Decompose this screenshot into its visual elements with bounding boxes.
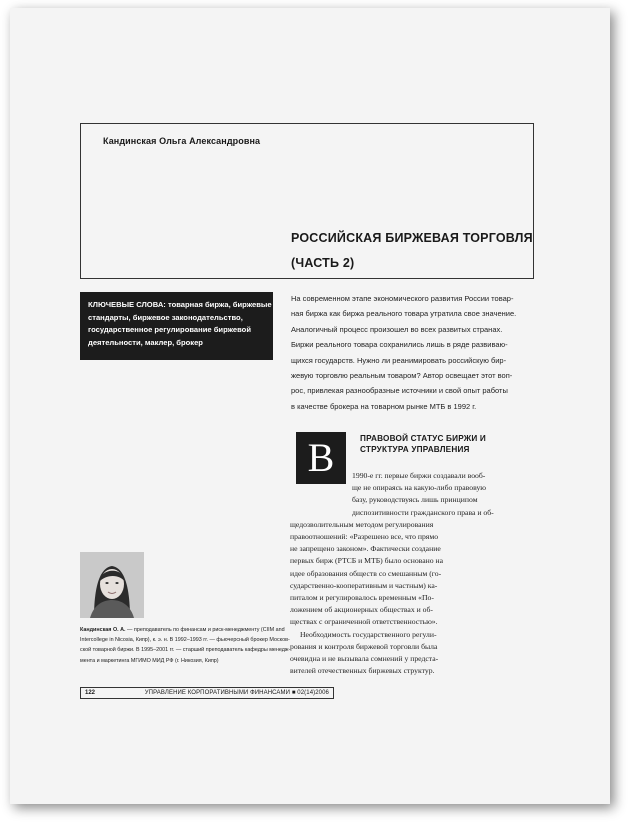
author-bio xyxy=(80,625,340,666)
bio-line: мента и маркетинга МГИМО МИД РФ (г. Никозия, Кипр) xyxy=(80,657,219,664)
bio-line: ской товарной биржи. В 1995–2001 гг. — старший преподаватель кафедры менедж- xyxy=(80,647,291,654)
keywords-line: деятельности, маклер, брокер xyxy=(88,337,203,347)
body-line: питалом и регулировалось временным «По- xyxy=(290,593,434,603)
lead-line: рос, привлекая разнообразные источники и свой опыт работы xyxy=(291,386,508,396)
section-heading-line: ПРАВОВОЙ СТАТУС БИРЖИ И xyxy=(360,434,486,443)
bio-line: Intercollege in Nicosia, Кипр), к. э. н. В 1992–1993 гг. — фьючерсный брокер Москов- xyxy=(80,637,290,644)
keywords-line: стандарты, биржевое законодательство, xyxy=(88,312,243,322)
bio-line xyxy=(80,625,340,635)
article-title xyxy=(291,226,531,276)
body-line: ложением об акционерных обществах и об- xyxy=(290,605,433,615)
lead-line: в качестве брокера на товарном рынке МТБ в 1992 г. xyxy=(291,401,477,411)
section-heading xyxy=(360,433,486,455)
page-number: 122 xyxy=(85,690,96,696)
body-line: диспозитивности гражданского права и об- xyxy=(352,507,494,517)
article-title-line: РОССИЙСКАЯ БИРЖЕВАЯ ТОРГОВЛЯ xyxy=(291,231,533,245)
body-line: первых бирж (РТСБ и МТБ) было основано на xyxy=(290,556,444,566)
body-line: ще не опираясь на какую-либо правовую xyxy=(352,483,487,493)
lead-line: Биржи реального товара сохранились лишь в ряде развиваю- xyxy=(291,340,508,350)
body-line: идее образования обществ со смешанным (го- xyxy=(290,568,442,578)
lead-paragraph xyxy=(291,291,541,414)
body-line: Необходимость государственного регули- xyxy=(300,629,437,639)
body-line: вителей отечественных биржевых структур. xyxy=(290,666,435,676)
bio-name: Кандинская О. А. xyxy=(80,627,126,633)
article-title-line: (ЧАСТЬ 2) xyxy=(291,256,355,270)
body-line: не запрещено законом». Фактически создание xyxy=(290,544,441,554)
drop-cap: В xyxy=(296,432,346,484)
body-line: сударственно-кооперативным и частным) ка- xyxy=(290,580,438,590)
keywords-line: государственное регулирование биржевой xyxy=(88,325,251,335)
lead-line: Аналогичный процесс произошел во всех развитых странах. xyxy=(291,324,503,334)
body-line: ществах с ограниченной ответственностью». xyxy=(290,617,438,627)
section-heading-line: СТРУКТУРА УПРАВЛЕНИЯ xyxy=(360,445,470,454)
author-photo xyxy=(80,552,144,618)
title-frame xyxy=(80,123,534,279)
body-line: очевидна и не вызывала сомнений у предста- xyxy=(290,654,439,664)
lead-line: жевую торговлю реальным товаром? Автор освещает этот воп- xyxy=(291,371,513,381)
bio-text: — преподаватель по финансам и риск-менеджменту (CIIM and xyxy=(125,627,285,633)
body-line: 1990-е гг. первые биржи создавали вооб- xyxy=(352,471,486,480)
keywords-box xyxy=(80,292,273,360)
keywords-line: КЛЮЧЕВЫЕ СЛОВА: товарная биржа, биржевые xyxy=(88,300,272,309)
body-line: щедозволительным методом регулирования xyxy=(290,519,434,529)
body-line: базу, руководствуясь лишь принципом xyxy=(352,495,478,505)
lead-line: ная биржа как биржа реального товара утратила свое значение. xyxy=(291,309,517,319)
page-footer xyxy=(80,687,334,699)
lead-line: На современном этапе экономического развития России товар- xyxy=(291,294,514,303)
lead-line: щихся государств. Нужно ли реанимировать российскую бир- xyxy=(291,355,507,365)
body-line: правоотношений: «Разрешено все, что прямо xyxy=(290,532,439,542)
author-portrait xyxy=(80,552,144,618)
author-name: Кандинская Ольга Александровна xyxy=(103,136,261,146)
journal-name: УПРАВЛЕНИЕ КОРПОРАТИВНЫМИ ФИНАНСАМИ ■ 02(14)2006 xyxy=(144,690,329,696)
body-line: рования и контроля биржевой торговли была xyxy=(290,641,438,651)
